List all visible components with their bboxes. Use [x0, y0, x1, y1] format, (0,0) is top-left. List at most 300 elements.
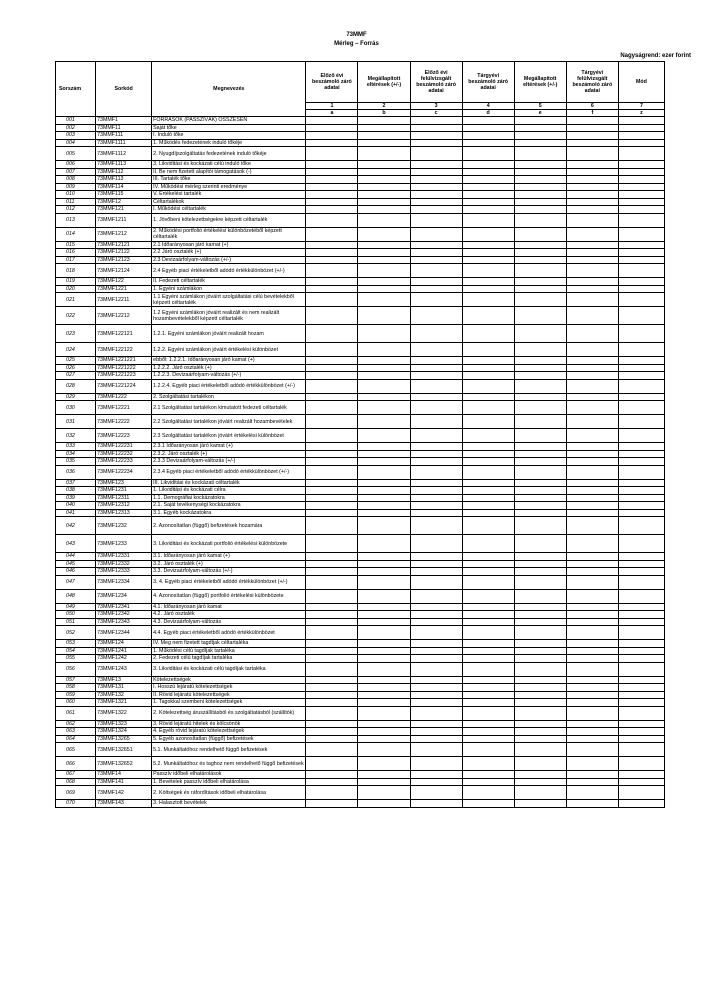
value-cell-col-3[interactable] — [410, 357, 462, 365]
value-cell-col-7[interactable] — [618, 684, 664, 692]
value-cell-col-5[interactable] — [514, 415, 566, 429]
value-cell-col-3[interactable] — [410, 553, 462, 561]
value-cell-col-4[interactable] — [462, 535, 514, 553]
value-cell-col-7[interactable] — [618, 198, 664, 206]
value-cell-col-5[interactable] — [514, 139, 566, 147]
value-cell-col-4[interactable] — [462, 676, 514, 684]
value-cell-col-1[interactable] — [306, 307, 358, 325]
value-cell-col-3[interactable] — [410, 325, 462, 343]
value-cell-col-2[interactable] — [358, 706, 410, 720]
value-cell-col-5[interactable] — [514, 249, 566, 257]
value-cell-col-6[interactable] — [566, 720, 618, 728]
value-cell-col-3[interactable] — [410, 535, 462, 553]
value-cell-col-5[interactable] — [514, 293, 566, 307]
value-cell-col-7[interactable] — [618, 553, 664, 561]
value-cell-col-5[interactable] — [514, 487, 566, 495]
value-cell-col-7[interactable] — [618, 206, 664, 214]
value-cell-col-4[interactable] — [462, 249, 514, 257]
value-cell-col-2[interactable] — [358, 429, 410, 443]
value-cell-col-5[interactable] — [514, 458, 566, 466]
value-cell-col-5[interactable] — [514, 213, 566, 227]
value-cell-col-2[interactable] — [358, 786, 410, 800]
value-cell-col-3[interactable] — [410, 139, 462, 147]
value-cell-col-7[interactable] — [618, 706, 664, 720]
value-cell-col-6[interactable] — [566, 603, 618, 611]
value-cell-col-5[interactable] — [514, 655, 566, 663]
value-cell-col-6[interactable] — [566, 450, 618, 458]
value-cell-col-7[interactable] — [618, 771, 664, 779]
value-cell-col-4[interactable] — [462, 757, 514, 771]
value-cell-col-6[interactable] — [566, 647, 618, 655]
value-cell-col-6[interactable] — [566, 691, 618, 699]
value-cell-col-1[interactable] — [306, 589, 358, 603]
value-cell-col-2[interactable] — [358, 285, 410, 293]
value-cell-col-5[interactable] — [514, 479, 566, 487]
value-cell-col-3[interactable] — [410, 568, 462, 576]
value-cell-col-2[interactable] — [358, 343, 410, 357]
value-cell-col-6[interactable] — [566, 618, 618, 626]
value-cell-col-3[interactable] — [410, 227, 462, 241]
value-cell-col-2[interactable] — [358, 720, 410, 728]
value-cell-col-3[interactable] — [410, 132, 462, 140]
value-cell-col-6[interactable] — [566, 465, 618, 479]
value-cell-col-3[interactable] — [410, 626, 462, 640]
value-cell-col-7[interactable] — [618, 626, 664, 640]
value-cell-col-6[interactable] — [566, 343, 618, 357]
value-cell-col-6[interactable] — [566, 735, 618, 743]
value-cell-col-3[interactable] — [410, 662, 462, 676]
value-cell-col-3[interactable] — [410, 611, 462, 619]
value-cell-col-5[interactable] — [514, 450, 566, 458]
value-cell-col-1[interactable] — [306, 479, 358, 487]
value-cell-col-2[interactable] — [358, 213, 410, 227]
value-cell-col-1[interactable] — [306, 256, 358, 264]
value-cell-col-7[interactable] — [618, 735, 664, 743]
value-cell-col-4[interactable] — [462, 161, 514, 169]
value-cell-col-5[interactable] — [514, 517, 566, 535]
value-cell-col-1[interactable] — [306, 517, 358, 535]
value-cell-col-4[interactable] — [462, 364, 514, 372]
value-cell-col-4[interactable] — [462, 728, 514, 736]
value-cell-col-5[interactable] — [514, 494, 566, 502]
value-cell-col-2[interactable] — [358, 183, 410, 191]
value-cell-col-7[interactable] — [618, 575, 664, 589]
value-cell-col-5[interactable] — [514, 647, 566, 655]
value-cell-col-4[interactable] — [462, 568, 514, 576]
value-cell-col-6[interactable] — [566, 626, 618, 640]
value-cell-col-2[interactable] — [358, 249, 410, 257]
value-cell-col-2[interactable] — [358, 227, 410, 241]
value-cell-col-5[interactable] — [514, 161, 566, 169]
value-cell-col-5[interactable] — [514, 147, 566, 161]
value-cell-col-4[interactable] — [462, 603, 514, 611]
value-cell-col-2[interactable] — [358, 450, 410, 458]
value-cell-col-3[interactable] — [410, 720, 462, 728]
value-cell-col-1[interactable] — [306, 676, 358, 684]
value-cell-col-6[interactable] — [566, 786, 618, 800]
value-cell-col-2[interactable] — [358, 603, 410, 611]
value-cell-col-3[interactable] — [410, 771, 462, 779]
value-cell-col-5[interactable] — [514, 132, 566, 140]
value-cell-col-6[interactable] — [566, 256, 618, 264]
value-cell-col-3[interactable] — [410, 198, 462, 206]
value-cell-col-3[interactable] — [410, 401, 462, 415]
value-cell-col-5[interactable] — [514, 176, 566, 184]
value-cell-col-1[interactable] — [306, 647, 358, 655]
value-cell-col-1[interactable] — [306, 364, 358, 372]
value-cell-col-6[interactable] — [566, 699, 618, 707]
value-cell-col-6[interactable] — [566, 575, 618, 589]
value-cell-col-4[interactable] — [462, 494, 514, 502]
value-cell-col-2[interactable] — [358, 757, 410, 771]
value-cell-col-3[interactable] — [410, 443, 462, 451]
value-cell-col-2[interactable] — [358, 256, 410, 264]
value-cell-col-3[interactable] — [410, 487, 462, 495]
value-cell-col-5[interactable] — [514, 393, 566, 401]
value-cell-col-5[interactable] — [514, 183, 566, 191]
value-cell-col-5[interactable] — [514, 168, 566, 176]
value-cell-col-2[interactable] — [358, 206, 410, 214]
value-cell-col-7[interactable] — [618, 307, 664, 325]
value-cell-col-3[interactable] — [410, 494, 462, 502]
value-cell-col-2[interactable] — [358, 509, 410, 517]
value-cell-col-5[interactable] — [514, 611, 566, 619]
value-cell-col-6[interactable] — [566, 139, 618, 147]
value-cell-col-1[interactable] — [306, 509, 358, 517]
value-cell-col-2[interactable] — [358, 553, 410, 561]
value-cell-col-6[interactable] — [566, 589, 618, 603]
value-cell-col-4[interactable] — [462, 487, 514, 495]
value-cell-col-3[interactable] — [410, 699, 462, 707]
value-cell-col-2[interactable] — [358, 778, 410, 786]
value-cell-col-6[interactable] — [566, 502, 618, 510]
value-cell-col-5[interactable] — [514, 676, 566, 684]
value-cell-col-7[interactable] — [618, 728, 664, 736]
value-cell-col-1[interactable] — [306, 241, 358, 249]
value-cell-col-7[interactable] — [618, 393, 664, 401]
value-cell-col-6[interactable] — [566, 401, 618, 415]
value-cell-col-1[interactable] — [306, 458, 358, 466]
value-cell-col-1[interactable] — [306, 198, 358, 206]
value-cell-col-4[interactable] — [462, 343, 514, 357]
value-cell-col-7[interactable] — [618, 458, 664, 466]
value-cell-col-1[interactable] — [306, 227, 358, 241]
value-cell-col-7[interactable] — [618, 372, 664, 380]
value-cell-col-1[interactable] — [306, 249, 358, 257]
value-cell-col-2[interactable] — [358, 198, 410, 206]
value-cell-col-5[interactable] — [514, 325, 566, 343]
value-cell-col-7[interactable] — [618, 720, 664, 728]
value-cell-col-2[interactable] — [358, 147, 410, 161]
value-cell-col-6[interactable] — [566, 415, 618, 429]
value-cell-col-1[interactable] — [306, 699, 358, 707]
value-cell-col-1[interactable] — [306, 575, 358, 589]
value-cell-col-6[interactable] — [566, 241, 618, 249]
value-cell-col-7[interactable] — [618, 502, 664, 510]
value-cell-col-5[interactable] — [514, 227, 566, 241]
value-cell-col-7[interactable] — [618, 691, 664, 699]
value-cell-col-4[interactable] — [462, 176, 514, 184]
value-cell-col-4[interactable] — [462, 771, 514, 779]
value-cell-col-5[interactable] — [514, 117, 566, 125]
value-cell-col-2[interactable] — [358, 139, 410, 147]
value-cell-col-2[interactable] — [358, 372, 410, 380]
value-cell-col-5[interactable] — [514, 191, 566, 199]
value-cell-col-5[interactable] — [514, 443, 566, 451]
value-cell-col-1[interactable] — [306, 415, 358, 429]
value-cell-col-4[interactable] — [462, 691, 514, 699]
value-cell-col-2[interactable] — [358, 278, 410, 286]
value-cell-col-1[interactable] — [306, 757, 358, 771]
value-cell-col-2[interactable] — [358, 494, 410, 502]
value-cell-col-7[interactable] — [618, 124, 664, 132]
value-cell-col-6[interactable] — [566, 535, 618, 553]
value-cell-col-1[interactable] — [306, 535, 358, 553]
value-cell-col-5[interactable] — [514, 502, 566, 510]
value-cell-col-2[interactable] — [358, 124, 410, 132]
value-cell-col-3[interactable] — [410, 517, 462, 535]
value-cell-col-1[interactable] — [306, 553, 358, 561]
value-cell-col-2[interactable] — [358, 465, 410, 479]
value-cell-col-7[interactable] — [618, 647, 664, 655]
value-cell-col-3[interactable] — [410, 655, 462, 663]
value-cell-col-5[interactable] — [514, 575, 566, 589]
value-cell-col-2[interactable] — [358, 517, 410, 535]
value-cell-col-5[interactable] — [514, 465, 566, 479]
value-cell-col-7[interactable] — [618, 618, 664, 626]
value-cell-col-6[interactable] — [566, 429, 618, 443]
value-cell-col-7[interactable] — [618, 249, 664, 257]
value-cell-col-4[interactable] — [462, 429, 514, 443]
value-cell-col-6[interactable] — [566, 684, 618, 692]
value-cell-col-2[interactable] — [358, 357, 410, 365]
value-cell-col-7[interactable] — [618, 379, 664, 393]
value-cell-col-6[interactable] — [566, 443, 618, 451]
value-cell-col-2[interactable] — [358, 241, 410, 249]
value-cell-col-1[interactable] — [306, 183, 358, 191]
value-cell-col-2[interactable] — [358, 487, 410, 495]
value-cell-col-6[interactable] — [566, 293, 618, 307]
value-cell-col-2[interactable] — [358, 307, 410, 325]
value-cell-col-7[interactable] — [618, 662, 664, 676]
value-cell-col-3[interactable] — [410, 379, 462, 393]
value-cell-col-4[interactable] — [462, 307, 514, 325]
value-cell-col-1[interactable] — [306, 443, 358, 451]
value-cell-col-5[interactable] — [514, 735, 566, 743]
value-cell-col-7[interactable] — [618, 364, 664, 372]
value-cell-col-7[interactable] — [618, 479, 664, 487]
value-cell-col-6[interactable] — [566, 278, 618, 286]
value-cell-col-5[interactable] — [514, 553, 566, 561]
value-cell-col-3[interactable] — [410, 728, 462, 736]
value-cell-col-4[interactable] — [462, 743, 514, 757]
value-cell-col-3[interactable] — [410, 502, 462, 510]
value-cell-col-7[interactable] — [618, 401, 664, 415]
value-cell-col-5[interactable] — [514, 800, 566, 808]
value-cell-col-1[interactable] — [306, 139, 358, 147]
value-cell-col-7[interactable] — [618, 535, 664, 553]
value-cell-col-2[interactable] — [358, 535, 410, 553]
value-cell-col-6[interactable] — [566, 778, 618, 786]
value-cell-col-2[interactable] — [358, 393, 410, 401]
value-cell-col-5[interactable] — [514, 429, 566, 443]
value-cell-col-2[interactable] — [358, 479, 410, 487]
value-cell-col-3[interactable] — [410, 560, 462, 568]
value-cell-col-4[interactable] — [462, 618, 514, 626]
value-cell-col-6[interactable] — [566, 494, 618, 502]
value-cell-col-7[interactable] — [618, 568, 664, 576]
value-cell-col-2[interactable] — [358, 640, 410, 648]
value-cell-col-6[interactable] — [566, 553, 618, 561]
value-cell-col-4[interactable] — [462, 553, 514, 561]
value-cell-col-2[interactable] — [358, 800, 410, 808]
value-cell-col-4[interactable] — [462, 227, 514, 241]
value-cell-col-2[interactable] — [358, 728, 410, 736]
value-cell-col-4[interactable] — [462, 132, 514, 140]
value-cell-col-3[interactable] — [410, 124, 462, 132]
value-cell-col-1[interactable] — [306, 213, 358, 227]
value-cell-col-4[interactable] — [462, 401, 514, 415]
value-cell-col-3[interactable] — [410, 183, 462, 191]
value-cell-col-7[interactable] — [618, 676, 664, 684]
value-cell-col-5[interactable] — [514, 640, 566, 648]
value-cell-col-3[interactable] — [410, 786, 462, 800]
value-cell-col-2[interactable] — [358, 684, 410, 692]
value-cell-col-1[interactable] — [306, 691, 358, 699]
value-cell-col-1[interactable] — [306, 161, 358, 169]
value-cell-col-3[interactable] — [410, 706, 462, 720]
value-cell-col-6[interactable] — [566, 307, 618, 325]
value-cell-col-6[interactable] — [566, 206, 618, 214]
value-cell-col-1[interactable] — [306, 487, 358, 495]
value-cell-col-4[interactable] — [462, 168, 514, 176]
value-cell-col-4[interactable] — [462, 278, 514, 286]
value-cell-col-5[interactable] — [514, 401, 566, 415]
value-cell-col-1[interactable] — [306, 684, 358, 692]
value-cell-col-4[interactable] — [462, 415, 514, 429]
value-cell-col-6[interactable] — [566, 147, 618, 161]
value-cell-col-5[interactable] — [514, 264, 566, 278]
value-cell-col-4[interactable] — [462, 147, 514, 161]
value-cell-col-3[interactable] — [410, 676, 462, 684]
value-cell-col-7[interactable] — [618, 293, 664, 307]
value-cell-col-6[interactable] — [566, 509, 618, 517]
value-cell-col-7[interactable] — [618, 213, 664, 227]
value-cell-col-1[interactable] — [306, 325, 358, 343]
value-cell-col-1[interactable] — [306, 706, 358, 720]
value-cell-col-2[interactable] — [358, 662, 410, 676]
value-cell-col-2[interactable] — [358, 168, 410, 176]
value-cell-col-4[interactable] — [462, 640, 514, 648]
value-cell-col-4[interactable] — [462, 256, 514, 264]
value-cell-col-7[interactable] — [618, 139, 664, 147]
value-cell-col-5[interactable] — [514, 743, 566, 757]
value-cell-col-5[interactable] — [514, 778, 566, 786]
value-cell-col-4[interactable] — [462, 778, 514, 786]
value-cell-col-6[interactable] — [566, 479, 618, 487]
value-cell-col-4[interactable] — [462, 589, 514, 603]
value-cell-col-4[interactable] — [462, 662, 514, 676]
value-cell-col-4[interactable] — [462, 325, 514, 343]
value-cell-col-1[interactable] — [306, 450, 358, 458]
value-cell-col-6[interactable] — [566, 124, 618, 132]
value-cell-col-2[interactable] — [358, 618, 410, 626]
value-cell-col-3[interactable] — [410, 393, 462, 401]
value-cell-col-6[interactable] — [566, 800, 618, 808]
value-cell-col-6[interactable] — [566, 487, 618, 495]
value-cell-col-1[interactable] — [306, 560, 358, 568]
value-cell-col-4[interactable] — [462, 655, 514, 663]
value-cell-col-5[interactable] — [514, 509, 566, 517]
value-cell-col-3[interactable] — [410, 117, 462, 125]
value-cell-col-6[interactable] — [566, 771, 618, 779]
value-cell-col-2[interactable] — [358, 699, 410, 707]
value-cell-col-5[interactable] — [514, 684, 566, 692]
value-cell-col-1[interactable] — [306, 343, 358, 357]
value-cell-col-6[interactable] — [566, 183, 618, 191]
value-cell-col-1[interactable] — [306, 771, 358, 779]
value-cell-col-5[interactable] — [514, 662, 566, 676]
value-cell-col-7[interactable] — [618, 786, 664, 800]
value-cell-col-3[interactable] — [410, 465, 462, 479]
value-cell-col-2[interactable] — [358, 415, 410, 429]
value-cell-col-5[interactable] — [514, 124, 566, 132]
value-cell-col-5[interactable] — [514, 379, 566, 393]
value-cell-col-3[interactable] — [410, 256, 462, 264]
value-cell-col-7[interactable] — [618, 465, 664, 479]
value-cell-col-1[interactable] — [306, 502, 358, 510]
value-cell-col-2[interactable] — [358, 502, 410, 510]
value-cell-col-6[interactable] — [566, 191, 618, 199]
value-cell-col-4[interactable] — [462, 372, 514, 380]
value-cell-col-3[interactable] — [410, 176, 462, 184]
value-cell-col-4[interactable] — [462, 479, 514, 487]
value-cell-col-6[interactable] — [566, 132, 618, 140]
value-cell-col-4[interactable] — [462, 213, 514, 227]
value-cell-col-6[interactable] — [566, 517, 618, 535]
value-cell-col-1[interactable] — [306, 618, 358, 626]
value-cell-col-4[interactable] — [462, 735, 514, 743]
value-cell-col-1[interactable] — [306, 147, 358, 161]
value-cell-col-2[interactable] — [358, 568, 410, 576]
value-cell-col-2[interactable] — [358, 735, 410, 743]
value-cell-col-7[interactable] — [618, 494, 664, 502]
value-cell-col-1[interactable] — [306, 735, 358, 743]
value-cell-col-1[interactable] — [306, 206, 358, 214]
value-cell-col-5[interactable] — [514, 372, 566, 380]
value-cell-col-1[interactable] — [306, 401, 358, 415]
value-cell-col-1[interactable] — [306, 429, 358, 443]
value-cell-col-7[interactable] — [618, 603, 664, 611]
value-cell-col-6[interactable] — [566, 168, 618, 176]
value-cell-col-4[interactable] — [462, 450, 514, 458]
value-cell-col-7[interactable] — [618, 161, 664, 169]
value-cell-col-6[interactable] — [566, 249, 618, 257]
value-cell-col-4[interactable] — [462, 699, 514, 707]
value-cell-col-4[interactable] — [462, 465, 514, 479]
value-cell-col-3[interactable] — [410, 168, 462, 176]
value-cell-col-5[interactable] — [514, 699, 566, 707]
value-cell-col-1[interactable] — [306, 778, 358, 786]
value-cell-col-4[interactable] — [462, 684, 514, 692]
value-cell-col-4[interactable] — [462, 241, 514, 249]
value-cell-col-3[interactable] — [410, 429, 462, 443]
value-cell-col-6[interactable] — [566, 198, 618, 206]
value-cell-col-1[interactable] — [306, 465, 358, 479]
value-cell-col-2[interactable] — [358, 379, 410, 393]
value-cell-col-6[interactable] — [566, 676, 618, 684]
value-cell-col-4[interactable] — [462, 560, 514, 568]
